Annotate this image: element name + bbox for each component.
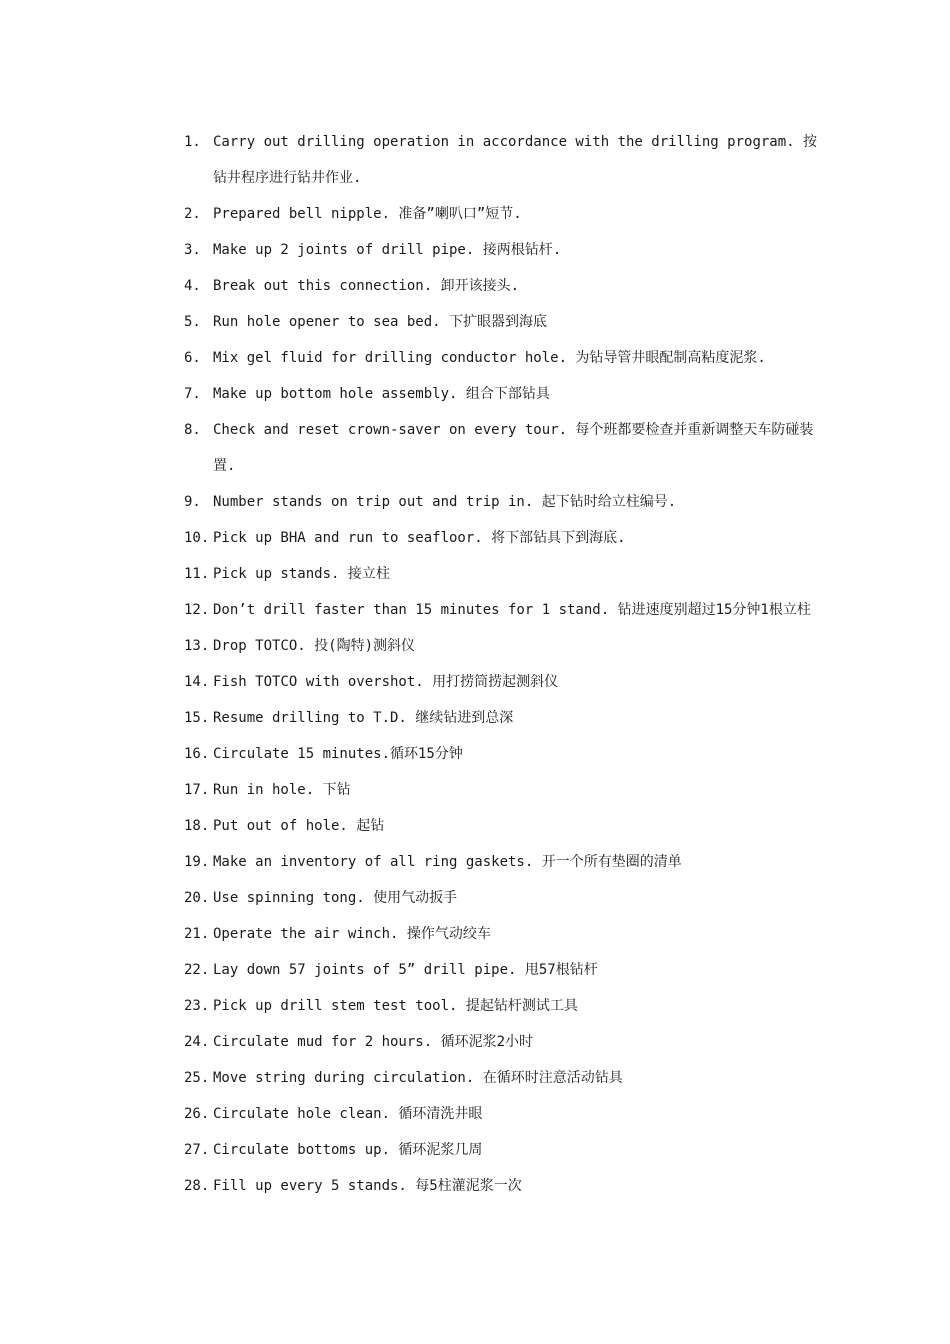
item-text: Number stands on trip out and trip in. 起下钻时给立柱编号. — [213, 494, 677, 510]
list-item — [184, 412, 824, 484]
list-item — [184, 196, 824, 232]
item-number: 11. — [184, 566, 210, 582]
item-text: Prepared bell nipple. 准备”喇叭口”短节. — [213, 206, 522, 222]
item-text: Pick up drill stem test tool. 提起钻杆测试工具 — [213, 998, 578, 1014]
item-text: Break out this connection. 卸开该接头. — [213, 278, 520, 294]
item-text: Fill up every 5 stands. 每5柱灌泥浆一次 — [213, 1178, 522, 1194]
list-item — [184, 1168, 824, 1204]
item-text: Mix gel fluid for drilling conductor hole. 为钻导管井眼配制高粘度泥浆. — [213, 350, 766, 366]
list-item — [184, 700, 824, 736]
item-text: Circulate 15 minutes.循环15分钟 — [213, 746, 463, 762]
item-number: 14. — [184, 674, 210, 690]
item-text: Use spinning tong. 使用气动扳手 — [213, 890, 458, 906]
item-number: 15. — [184, 710, 210, 726]
item-number: 17. — [184, 782, 210, 798]
list-item — [184, 556, 824, 592]
item-number: 22. — [184, 962, 210, 978]
item-text: Pick up stands. 接立柱 — [213, 566, 390, 582]
item-number: 2. — [184, 206, 201, 222]
item-text: Circulate mud for 2 hours. 循环泥浆2小时 — [213, 1034, 534, 1050]
item-number: 19. — [184, 854, 210, 870]
list-item — [184, 988, 824, 1024]
item-number: 28. — [184, 1178, 210, 1194]
item-number: 16. — [184, 746, 210, 762]
item-number: 27. — [184, 1142, 210, 1158]
list-item — [184, 916, 824, 952]
item-text: Circulate hole clean. 循环清洗井眼 — [213, 1106, 483, 1122]
list-item — [184, 628, 824, 664]
item-number: 18. — [184, 818, 210, 834]
item-number: 26. — [184, 1106, 210, 1122]
list-item — [184, 520, 824, 556]
list-item — [184, 844, 824, 880]
list-item — [184, 1060, 824, 1096]
item-number: 25. — [184, 1070, 210, 1086]
item-text: Make an inventory of all ring gaskets. 开一个所有垫圈的清单 — [213, 854, 682, 870]
item-text: Check and reset crown-saver on every tour. 每个班都要检查并重新调整天车防碰装置. — [213, 422, 814, 474]
list-item — [184, 1024, 824, 1060]
item-text: Run in hole. 下钻 — [213, 782, 351, 798]
list-item — [184, 124, 824, 196]
item-text: Lay down 57 joints of 5” drill pipe. 甩57根钻杆 — [213, 962, 598, 978]
item-number: 6. — [184, 350, 201, 366]
item-number: 5. — [184, 314, 201, 330]
list-item — [184, 1132, 824, 1168]
list-item — [184, 268, 824, 304]
list-item — [184, 376, 824, 412]
list-item — [184, 232, 824, 268]
list-item — [184, 736, 824, 772]
list-item — [184, 808, 824, 844]
item-number: 4. — [184, 278, 201, 294]
drilling-phrase-list — [184, 124, 824, 1204]
item-text: Fish TOTCO with overshot. 用打捞筒捞起测斜仪 — [213, 674, 559, 690]
item-number: 12. — [184, 602, 210, 618]
list-item — [184, 952, 824, 988]
list-item — [184, 772, 824, 808]
list-item — [184, 1096, 824, 1132]
item-text: Drop TOTCO. 投(陶特)测斜仪 — [213, 638, 416, 654]
item-text: Pick up BHA and run to seafloor. 将下部钻具下到海底. — [213, 530, 626, 546]
item-number: 7. — [184, 386, 201, 402]
item-number: 10. — [184, 530, 210, 546]
item-text: Run hole opener to sea bed. 下扩眼器到海底 — [213, 314, 548, 330]
item-number: 23. — [184, 998, 210, 1014]
item-text: Make up bottom hole assembly. 组合下部钻具 — [213, 386, 550, 402]
item-number: 13. — [184, 638, 210, 654]
item-number: 21. — [184, 926, 210, 942]
list-item — [184, 592, 824, 628]
item-number: 20. — [184, 890, 210, 906]
list-item — [184, 664, 824, 700]
item-text: Move string during circulation. 在循环时注意活动钻具 — [213, 1070, 623, 1086]
item-number: 9. — [184, 494, 201, 510]
item-text: Put out of hole. 起钻 — [213, 818, 385, 834]
item-text: Resume drilling to T.D. 继续钻进到总深 — [213, 710, 514, 726]
item-text: Carry out drilling operation in accordance with the drilling program. 按钻井程序进行钻井作业. — [213, 134, 818, 186]
list-item — [184, 880, 824, 916]
item-text: Make up 2 joints of drill pipe. 接两根钻杆. — [213, 242, 562, 258]
item-number: 8. — [184, 422, 201, 438]
item-number: 1. — [184, 134, 201, 150]
item-text: Circulate bottoms up. 循环泥浆几周 — [213, 1142, 483, 1158]
item-text: Don’t drill faster than 15 minutes for 1 stand. 钻进速度别超过15分钟1根立柱 — [213, 602, 811, 618]
list-item — [184, 484, 824, 520]
item-number: 24. — [184, 1034, 210, 1050]
item-text: Operate the air winch. 操作气动绞车 — [213, 926, 491, 942]
item-number: 3. — [184, 242, 201, 258]
list-item — [184, 340, 824, 376]
list-item — [184, 304, 824, 340]
